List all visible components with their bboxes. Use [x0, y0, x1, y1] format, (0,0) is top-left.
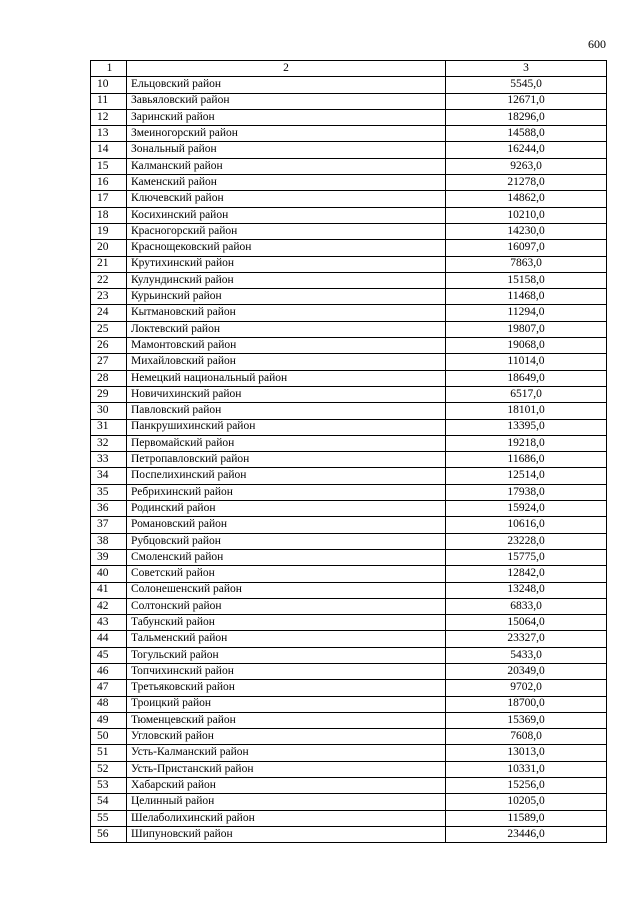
table-row: [91, 321, 607, 337]
table-row: [91, 663, 607, 679]
districts-table: [90, 60, 607, 843]
district-name: Немецкий национальный район: [127, 370, 446, 386]
district-value: 15924,0: [446, 501, 607, 517]
row-number: 48: [91, 696, 127, 712]
table-row: [91, 729, 607, 745]
district-name: Павловский район: [127, 403, 446, 419]
row-number: 42: [91, 598, 127, 614]
row-number: 47: [91, 680, 127, 696]
row-number: 34: [91, 468, 127, 484]
district-value: 11294,0: [446, 305, 607, 321]
row-number: 41: [91, 582, 127, 598]
district-name: Новичихинский район: [127, 386, 446, 402]
row-number: 49: [91, 712, 127, 728]
row-number: 31: [91, 419, 127, 435]
district-name: Рубцовский район: [127, 533, 446, 549]
table-row: [91, 810, 607, 826]
row-number: 43: [91, 615, 127, 631]
row-number: 54: [91, 794, 127, 810]
table-body: [91, 77, 607, 843]
district-name: Мамонтовский район: [127, 338, 446, 354]
district-name: Ключевский район: [127, 191, 446, 207]
row-number: 19: [91, 223, 127, 239]
table-row: [91, 126, 607, 142]
district-name: Родинский район: [127, 501, 446, 517]
table-row: [91, 533, 607, 549]
district-name: Смоленский район: [127, 549, 446, 565]
row-number: 55: [91, 810, 127, 826]
district-value: 15158,0: [446, 272, 607, 288]
table-row: [91, 207, 607, 223]
district-name: Петропавловский район: [127, 452, 446, 468]
district-value: 5433,0: [446, 647, 607, 663]
table-row: [91, 615, 607, 631]
district-name: Локтевский район: [127, 321, 446, 337]
table-header-row: [91, 61, 607, 77]
district-name: Солтонский район: [127, 598, 446, 614]
district-value: 12514,0: [446, 468, 607, 484]
row-number: 56: [91, 826, 127, 842]
district-value: 23228,0: [446, 533, 607, 549]
district-name: Поспелихинский район: [127, 468, 446, 484]
district-value: 11686,0: [446, 452, 607, 468]
district-name: Усть-Пристанский район: [127, 761, 446, 777]
table-row: [91, 598, 607, 614]
district-value: 15775,0: [446, 549, 607, 565]
table-row: [91, 582, 607, 598]
row-number: 29: [91, 386, 127, 402]
table-row: [91, 631, 607, 647]
row-number: 21: [91, 256, 127, 272]
table-row: [91, 109, 607, 125]
row-number: 13: [91, 126, 127, 142]
district-name: Кытмановский район: [127, 305, 446, 321]
table-row: [91, 484, 607, 500]
table-row: [91, 158, 607, 174]
district-value: 12842,0: [446, 566, 607, 582]
table-row: [91, 826, 607, 842]
district-value: 13013,0: [446, 745, 607, 761]
table-row: [91, 175, 607, 191]
district-value: 19218,0: [446, 435, 607, 451]
row-number: 28: [91, 370, 127, 386]
district-value: 18101,0: [446, 403, 607, 419]
district-value: 20349,0: [446, 663, 607, 679]
district-name: Михайловский район: [127, 354, 446, 370]
district-value: 18700,0: [446, 696, 607, 712]
district-name: Калманский район: [127, 158, 446, 174]
table-row: [91, 142, 607, 158]
table-row: [91, 468, 607, 484]
district-name: Советский район: [127, 566, 446, 582]
table-row: [91, 240, 607, 256]
row-number: 23: [91, 289, 127, 305]
district-value: 13248,0: [446, 582, 607, 598]
row-number: 45: [91, 647, 127, 663]
row-number: 36: [91, 501, 127, 517]
district-value: 10210,0: [446, 207, 607, 223]
district-value: 6517,0: [446, 386, 607, 402]
row-number: 50: [91, 729, 127, 745]
district-value: 14588,0: [446, 126, 607, 142]
row-number: 52: [91, 761, 127, 777]
row-number: 33: [91, 452, 127, 468]
district-value: 11589,0: [446, 810, 607, 826]
column-header-3: 3: [446, 61, 607, 77]
district-value: 16244,0: [446, 142, 607, 158]
row-number: 25: [91, 321, 127, 337]
row-number: 38: [91, 533, 127, 549]
district-name: Змеиногорский район: [127, 126, 446, 142]
district-value: 15064,0: [446, 615, 607, 631]
table-row: [91, 566, 607, 582]
row-number: 51: [91, 745, 127, 761]
table-row: [91, 745, 607, 761]
district-name: Тальменский район: [127, 631, 446, 647]
district-name: Троицкий район: [127, 696, 446, 712]
table-row: [91, 680, 607, 696]
district-value: 21278,0: [446, 175, 607, 191]
table-row: [91, 501, 607, 517]
district-name: Краснощековский район: [127, 240, 446, 256]
table-row: [91, 272, 607, 288]
row-number: 15: [91, 158, 127, 174]
district-name: Тогульский район: [127, 647, 446, 663]
district-name: Третьяковский район: [127, 680, 446, 696]
district-name: Ельцовский район: [127, 77, 446, 93]
district-name: Целинный район: [127, 794, 446, 810]
district-name: Каменский район: [127, 175, 446, 191]
row-number: 14: [91, 142, 127, 158]
district-value: 9702,0: [446, 680, 607, 696]
table-row: [91, 712, 607, 728]
table-row: [91, 305, 607, 321]
table-row: [91, 435, 607, 451]
district-value: 12671,0: [446, 93, 607, 109]
district-value: 10205,0: [446, 794, 607, 810]
district-value: 6833,0: [446, 598, 607, 614]
page-number: 600: [588, 37, 606, 51]
table-row: [91, 647, 607, 663]
district-name: Красногорский район: [127, 223, 446, 239]
district-value: 17938,0: [446, 484, 607, 500]
district-name: Солонешенский район: [127, 582, 446, 598]
district-value: 7863,0: [446, 256, 607, 272]
district-name: Усть-Калманский район: [127, 745, 446, 761]
table-row: [91, 386, 607, 402]
table-row: [91, 370, 607, 386]
district-value: 11468,0: [446, 289, 607, 305]
district-value: 5545,0: [446, 77, 607, 93]
table-row: [91, 419, 607, 435]
row-number: 44: [91, 631, 127, 647]
row-number: 11: [91, 93, 127, 109]
district-name: Шипуновский район: [127, 826, 446, 842]
table-row: [91, 256, 607, 272]
row-number: 26: [91, 338, 127, 354]
row-number: 40: [91, 566, 127, 582]
district-value: 9263,0: [446, 158, 607, 174]
district-value: 19068,0: [446, 338, 607, 354]
district-name: Табунский район: [127, 615, 446, 631]
table-row: [91, 354, 607, 370]
column-header-1: 1: [91, 61, 127, 77]
row-number: 30: [91, 403, 127, 419]
row-number: 32: [91, 435, 127, 451]
district-name: Кулундинский район: [127, 272, 446, 288]
district-value: 13395,0: [446, 419, 607, 435]
table-row: [91, 761, 607, 777]
column-header-2: 2: [127, 61, 446, 77]
row-number: 20: [91, 240, 127, 256]
district-value: 16097,0: [446, 240, 607, 256]
district-name: Хабарский район: [127, 778, 446, 794]
district-value: 14230,0: [446, 223, 607, 239]
district-name: Ребрихинский район: [127, 484, 446, 500]
row-number: 10: [91, 77, 127, 93]
district-value: 7608,0: [446, 729, 607, 745]
table-row: [91, 517, 607, 533]
table-row: [91, 289, 607, 305]
district-value: 18649,0: [446, 370, 607, 386]
table-row: [91, 452, 607, 468]
row-number: 35: [91, 484, 127, 500]
district-name: Курьинский район: [127, 289, 446, 305]
district-name: Первомайский район: [127, 435, 446, 451]
row-number: 16: [91, 175, 127, 191]
district-name: Панкрушихинский район: [127, 419, 446, 435]
table-row: [91, 403, 607, 419]
table-row: [91, 223, 607, 239]
district-value: 23446,0: [446, 826, 607, 842]
district-name: Косихинский район: [127, 207, 446, 223]
district-value: 14862,0: [446, 191, 607, 207]
district-name: Заринский район: [127, 109, 446, 125]
district-name: Завьяловский район: [127, 93, 446, 109]
district-name: Тюменцевский район: [127, 712, 446, 728]
table-row: [91, 794, 607, 810]
row-number: 27: [91, 354, 127, 370]
district-name: Шелаболихинский район: [127, 810, 446, 826]
table-row: [91, 191, 607, 207]
row-number: 24: [91, 305, 127, 321]
district-value: 15369,0: [446, 712, 607, 728]
district-name: Топчихинский район: [127, 663, 446, 679]
row-number: 37: [91, 517, 127, 533]
table-row: [91, 93, 607, 109]
row-number: 46: [91, 663, 127, 679]
table-row: [91, 778, 607, 794]
district-value: 11014,0: [446, 354, 607, 370]
district-value: 10616,0: [446, 517, 607, 533]
district-name: Крутихинский район: [127, 256, 446, 272]
table-row: [91, 696, 607, 712]
district-value: 19807,0: [446, 321, 607, 337]
district-value: 23327,0: [446, 631, 607, 647]
table-row: [91, 549, 607, 565]
district-value: 10331,0: [446, 761, 607, 777]
row-number: 39: [91, 549, 127, 565]
district-name: Угловский район: [127, 729, 446, 745]
table-row: [91, 77, 607, 93]
district-value: 18296,0: [446, 109, 607, 125]
district-name: Романовский район: [127, 517, 446, 533]
row-number: 12: [91, 109, 127, 125]
row-number: 17: [91, 191, 127, 207]
table-row: [91, 338, 607, 354]
row-number: 18: [91, 207, 127, 223]
district-value: 15256,0: [446, 778, 607, 794]
row-number: 22: [91, 272, 127, 288]
district-name: Зональный район: [127, 142, 446, 158]
row-number: 53: [91, 778, 127, 794]
